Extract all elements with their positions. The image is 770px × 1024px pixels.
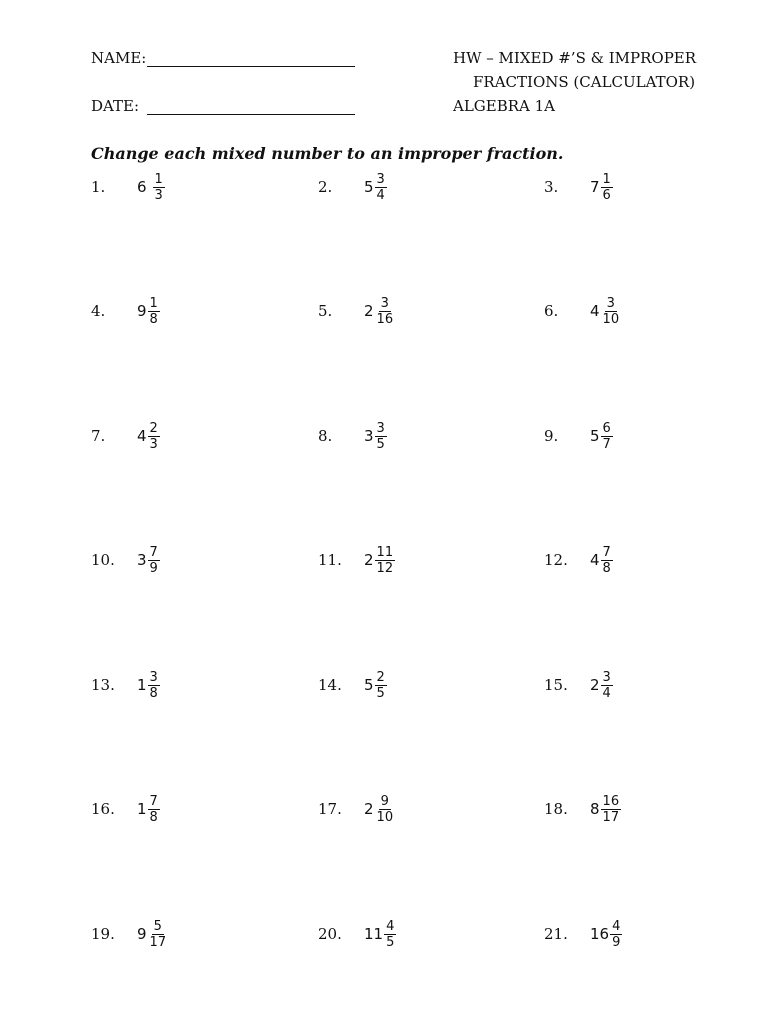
whole-part: 1 [137, 676, 147, 694]
problem-item [544, 665, 613, 705]
fraction [610, 919, 622, 950]
mixed-number [590, 545, 613, 576]
denominator: 17 [602, 809, 620, 825]
mixed-number [137, 670, 160, 701]
fraction [148, 296, 160, 327]
mixed-number [364, 919, 396, 950]
assignment-title-line2: FRACTIONS (CALCULATOR) [473, 73, 696, 91]
denominator: 8 [149, 685, 158, 701]
fraction [153, 172, 165, 203]
numerator: 7 [149, 544, 158, 560]
problem-item [91, 540, 160, 580]
whole-part: 5 [364, 178, 374, 196]
problem-number: 7. [91, 427, 106, 445]
mixed-number [364, 296, 395, 327]
denominator: 5 [386, 934, 395, 950]
mixed-number [590, 421, 613, 452]
whole-part: 5 [364, 676, 374, 694]
numerator: 2 [376, 669, 385, 685]
name-label: NAME: [91, 49, 147, 67]
numerator: 3 [602, 669, 611, 685]
mixed-number [590, 919, 622, 950]
problem-number: 1. [91, 178, 106, 196]
fraction [148, 794, 160, 825]
numerator: 16 [602, 793, 620, 809]
denominator: 7 [602, 436, 611, 452]
problem-item [318, 167, 387, 207]
numerator: 1 [149, 295, 158, 311]
problem-number: 14. [318, 676, 342, 694]
problem-item [544, 291, 621, 331]
problem-number: 8. [318, 427, 333, 445]
whole-part: 7 [590, 178, 600, 196]
fraction [148, 545, 160, 576]
problem-item [91, 167, 165, 207]
numerator: 3 [376, 420, 385, 436]
whole-part: 4 [590, 302, 600, 320]
course-name: ALGEBRA 1A [453, 97, 556, 115]
fraction [375, 421, 387, 452]
mixed-number [590, 296, 621, 327]
problem-number: 17. [318, 800, 342, 818]
whole-part: 2 [364, 302, 374, 320]
numerator: 7 [149, 793, 158, 809]
fraction [601, 172, 613, 203]
denominator: 3 [149, 436, 158, 452]
denominator: 9 [612, 934, 621, 950]
problem-number: 9. [544, 427, 559, 445]
fraction [375, 172, 387, 203]
problem-number: 20. [318, 925, 342, 943]
fraction [148, 421, 160, 452]
date-blank-line [147, 114, 355, 115]
mixed-number [137, 545, 160, 576]
fraction [601, 545, 613, 576]
denominator: 3 [154, 187, 163, 203]
problem-item [544, 540, 613, 580]
numerator: 3 [606, 295, 615, 311]
denominator: 4 [602, 685, 611, 701]
problem-number: 6. [544, 302, 559, 320]
mixed-number [590, 670, 613, 701]
problem-item [544, 789, 621, 829]
whole-part: 11 [364, 925, 384, 943]
fraction [384, 919, 396, 950]
fraction [601, 794, 622, 825]
mixed-number [364, 421, 387, 452]
denominator: 9 [149, 560, 158, 576]
mixed-number [137, 296, 160, 327]
numerator: 9 [380, 793, 389, 809]
numerator: 1 [154, 171, 163, 187]
whole-part: 2 [364, 551, 374, 569]
whole-part: 2 [364, 800, 374, 818]
numerator: 1 [602, 171, 611, 187]
denominator: 5 [376, 685, 385, 701]
numerator: 3 [149, 669, 158, 685]
mixed-number [364, 794, 395, 825]
denominator: 4 [376, 187, 385, 203]
numerator: 5 [153, 918, 162, 934]
mixed-number [137, 421, 160, 452]
fraction [148, 919, 169, 950]
problem-number: 2. [318, 178, 333, 196]
mixed-number [364, 172, 387, 203]
name-blank-line [147, 66, 355, 67]
fraction [375, 794, 396, 825]
problem-number: 18. [544, 800, 568, 818]
problem-item [91, 914, 168, 954]
whole-part: 9 [137, 925, 147, 943]
denominator: 5 [376, 436, 385, 452]
denominator: 8 [602, 560, 611, 576]
mixed-number [137, 919, 168, 950]
mixed-number [137, 172, 165, 203]
problem-number: 12. [544, 551, 568, 569]
whole-part: 4 [590, 551, 600, 569]
numerator: 7 [602, 544, 611, 560]
denominator: 12 [376, 560, 394, 576]
numerator: 11 [376, 544, 394, 560]
whole-part: 5 [590, 427, 600, 445]
denominator: 8 [149, 809, 158, 825]
numerator: 3 [376, 171, 385, 187]
problem-number: 15. [544, 676, 568, 694]
whole-part: 1 [137, 800, 147, 818]
problem-item [91, 291, 160, 331]
problem-item [91, 789, 160, 829]
whole-part: 3 [364, 427, 374, 445]
problem-number: 16. [91, 800, 115, 818]
fraction [601, 296, 622, 327]
numerator: 3 [380, 295, 389, 311]
numerator: 6 [602, 420, 611, 436]
problem-item [544, 416, 613, 456]
problem-item [318, 540, 395, 580]
denominator: 16 [376, 311, 394, 327]
mixed-number [590, 172, 613, 203]
problem-number: 21. [544, 925, 568, 943]
whole-part: 8 [590, 800, 600, 818]
problem-item [544, 167, 613, 207]
problem-item [318, 665, 387, 705]
fraction [148, 670, 160, 701]
fraction [375, 296, 396, 327]
problem-item [91, 665, 160, 705]
problem-item [318, 416, 387, 456]
denominator: 10 [602, 311, 620, 327]
denominator: 8 [149, 311, 158, 327]
denominator: 10 [376, 809, 394, 825]
problem-item [544, 914, 622, 954]
fraction [601, 421, 613, 452]
whole-part: 6 [137, 178, 147, 196]
fraction [375, 545, 396, 576]
problem-number: 3. [544, 178, 559, 196]
problem-number: 11. [318, 551, 342, 569]
fraction [601, 670, 613, 701]
whole-part: 4 [137, 427, 147, 445]
mixed-number [364, 545, 395, 576]
whole-part: 9 [137, 302, 147, 320]
numerator: 4 [612, 918, 621, 934]
denominator: 17 [149, 934, 167, 950]
mixed-number [137, 794, 160, 825]
fraction [375, 670, 387, 701]
assignment-title-line1: HW – MIXED #’S & IMPROPER [453, 49, 697, 67]
whole-part: 2 [590, 676, 600, 694]
problem-number: 4. [91, 302, 106, 320]
problem-item [318, 789, 395, 829]
whole-part: 16 [590, 925, 610, 943]
problem-number: 5. [318, 302, 333, 320]
numerator: 2 [149, 420, 158, 436]
denominator: 6 [602, 187, 611, 203]
problem-item [318, 914, 396, 954]
date-label: DATE: [91, 97, 140, 115]
numerator: 4 [386, 918, 395, 934]
instructions: Change each mixed number to an improper fraction. [91, 144, 564, 163]
problem-number: 10. [91, 551, 115, 569]
mixed-number [364, 670, 387, 701]
problem-number: 13. [91, 676, 115, 694]
problem-number: 19. [91, 925, 115, 943]
problem-item [91, 416, 160, 456]
problem-item [318, 291, 395, 331]
mixed-number [590, 794, 621, 825]
whole-part: 3 [137, 551, 147, 569]
